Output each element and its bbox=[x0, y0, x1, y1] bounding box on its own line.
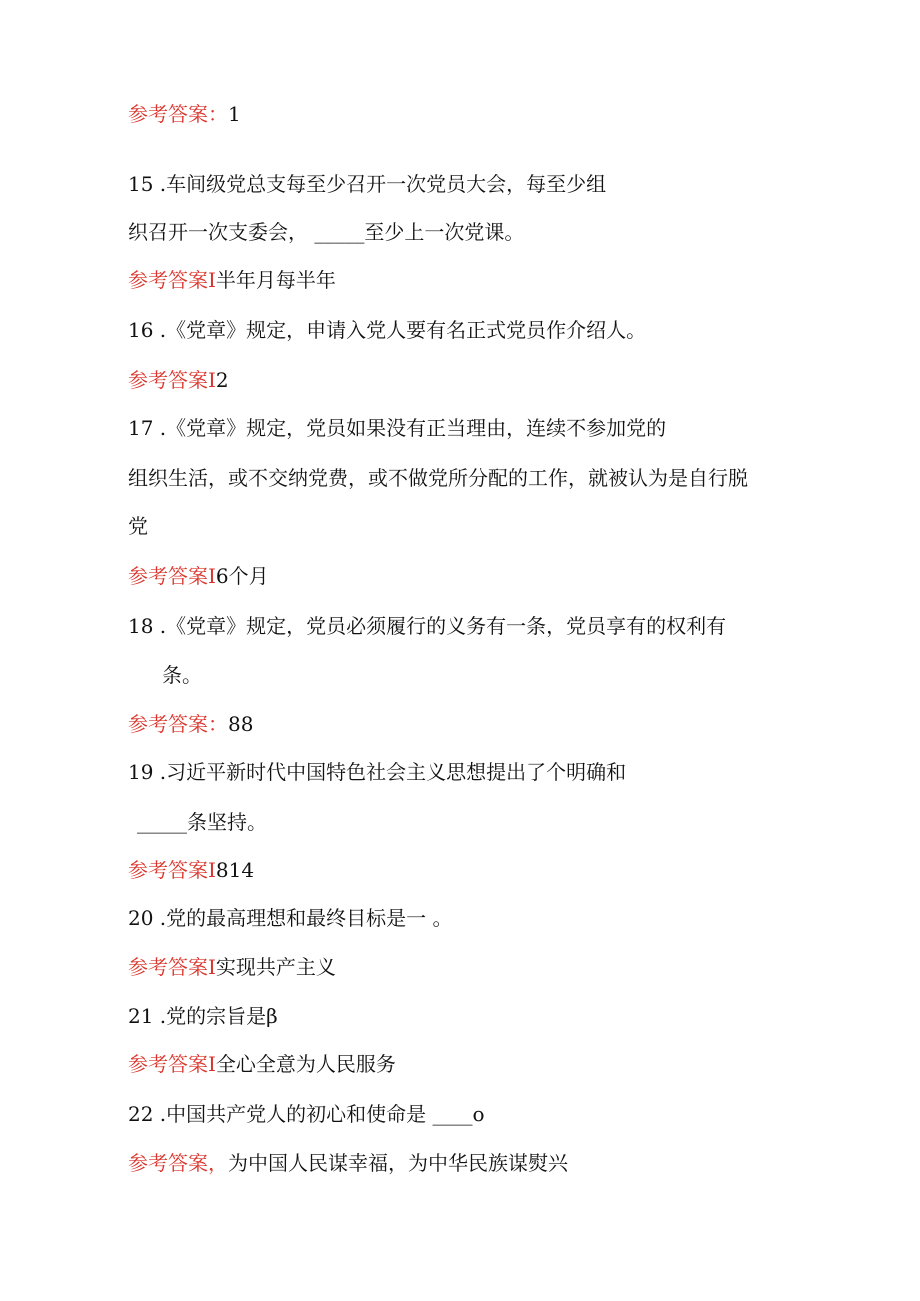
answer-label: 参考答案I bbox=[128, 1052, 216, 1076]
answer-label: 参考答案I bbox=[128, 368, 216, 392]
question-15-line-2: 织召开一次支委会， _____至少上一次党课。 bbox=[128, 220, 525, 244]
answer-15 bbox=[128, 266, 336, 294]
question-15-line-1: 15 .车间级党总支每至少召开一次党员大会，每至少组 bbox=[128, 172, 607, 196]
answer-label: 参考答案I bbox=[128, 564, 216, 588]
answer-value: 88 bbox=[228, 712, 254, 736]
answer-label: 参考答案I bbox=[128, 955, 216, 979]
question-16-line-1: 16 .《党章》规定，申请入党人要有名正式党员作介绍人。 bbox=[128, 318, 647, 342]
question-19-line-1: 19 .习近平新时代中国特色社会主义思想提出了个明确和 bbox=[128, 760, 627, 784]
answer-value: 2 bbox=[215, 368, 229, 392]
question-19-line-2: _____条坚持。 bbox=[137, 810, 267, 834]
answer-value: 半年月每半年 bbox=[215, 268, 336, 292]
answer-17 bbox=[128, 562, 269, 590]
answer-21 bbox=[128, 1050, 396, 1078]
answer-label: 参考答案： bbox=[128, 102, 228, 126]
question-20-line-1: 20 .党的最高理想和最终目标是一 。 bbox=[128, 906, 453, 930]
answer-value: 1 bbox=[228, 102, 241, 126]
answer-label: 参考答案I bbox=[128, 858, 216, 882]
question-17-line-1: 17 .《党章》规定，党员如果没有正当理由，连续不参加党的 bbox=[128, 416, 667, 440]
answer-value: 814 bbox=[215, 858, 255, 882]
question-17-line-3: 党 bbox=[128, 514, 148, 538]
answer-value: 全心全意为人民服务 bbox=[215, 1052, 396, 1076]
answer-label: 参考答案， bbox=[128, 1151, 228, 1175]
answer-22 bbox=[128, 1149, 568, 1177]
question-21-line-1: 21 .党的宗旨是β bbox=[128, 1004, 278, 1028]
answer-16 bbox=[128, 366, 229, 394]
answer-value: 为中国人民谋幸福，为中华民族谋熨兴 bbox=[228, 1151, 568, 1175]
question-22-line-1: 22 .中国共产党人的初心和使命是 ____o bbox=[128, 1102, 485, 1126]
answer-label: 参考答案： bbox=[128, 712, 228, 736]
answer-value: 实现共产主义 bbox=[215, 955, 336, 979]
answer-19 bbox=[128, 856, 254, 884]
answer-value: 6个月 bbox=[215, 564, 269, 588]
answer-20 bbox=[128, 953, 336, 981]
answer-18 bbox=[128, 710, 253, 738]
answer-label: 参考答案I bbox=[128, 268, 216, 292]
question-17-line-2: 组织生活，或不交纳党费，或不做党所分配的工作，就被认为是自行脱 bbox=[128, 466, 748, 490]
question-18-line-1: 18 .《党章》规定，党员必须履行的义务有一条，党员享有的权利有 bbox=[128, 614, 727, 638]
question-18-line-2: 条。 bbox=[162, 663, 202, 687]
answer-14 bbox=[128, 100, 241, 128]
